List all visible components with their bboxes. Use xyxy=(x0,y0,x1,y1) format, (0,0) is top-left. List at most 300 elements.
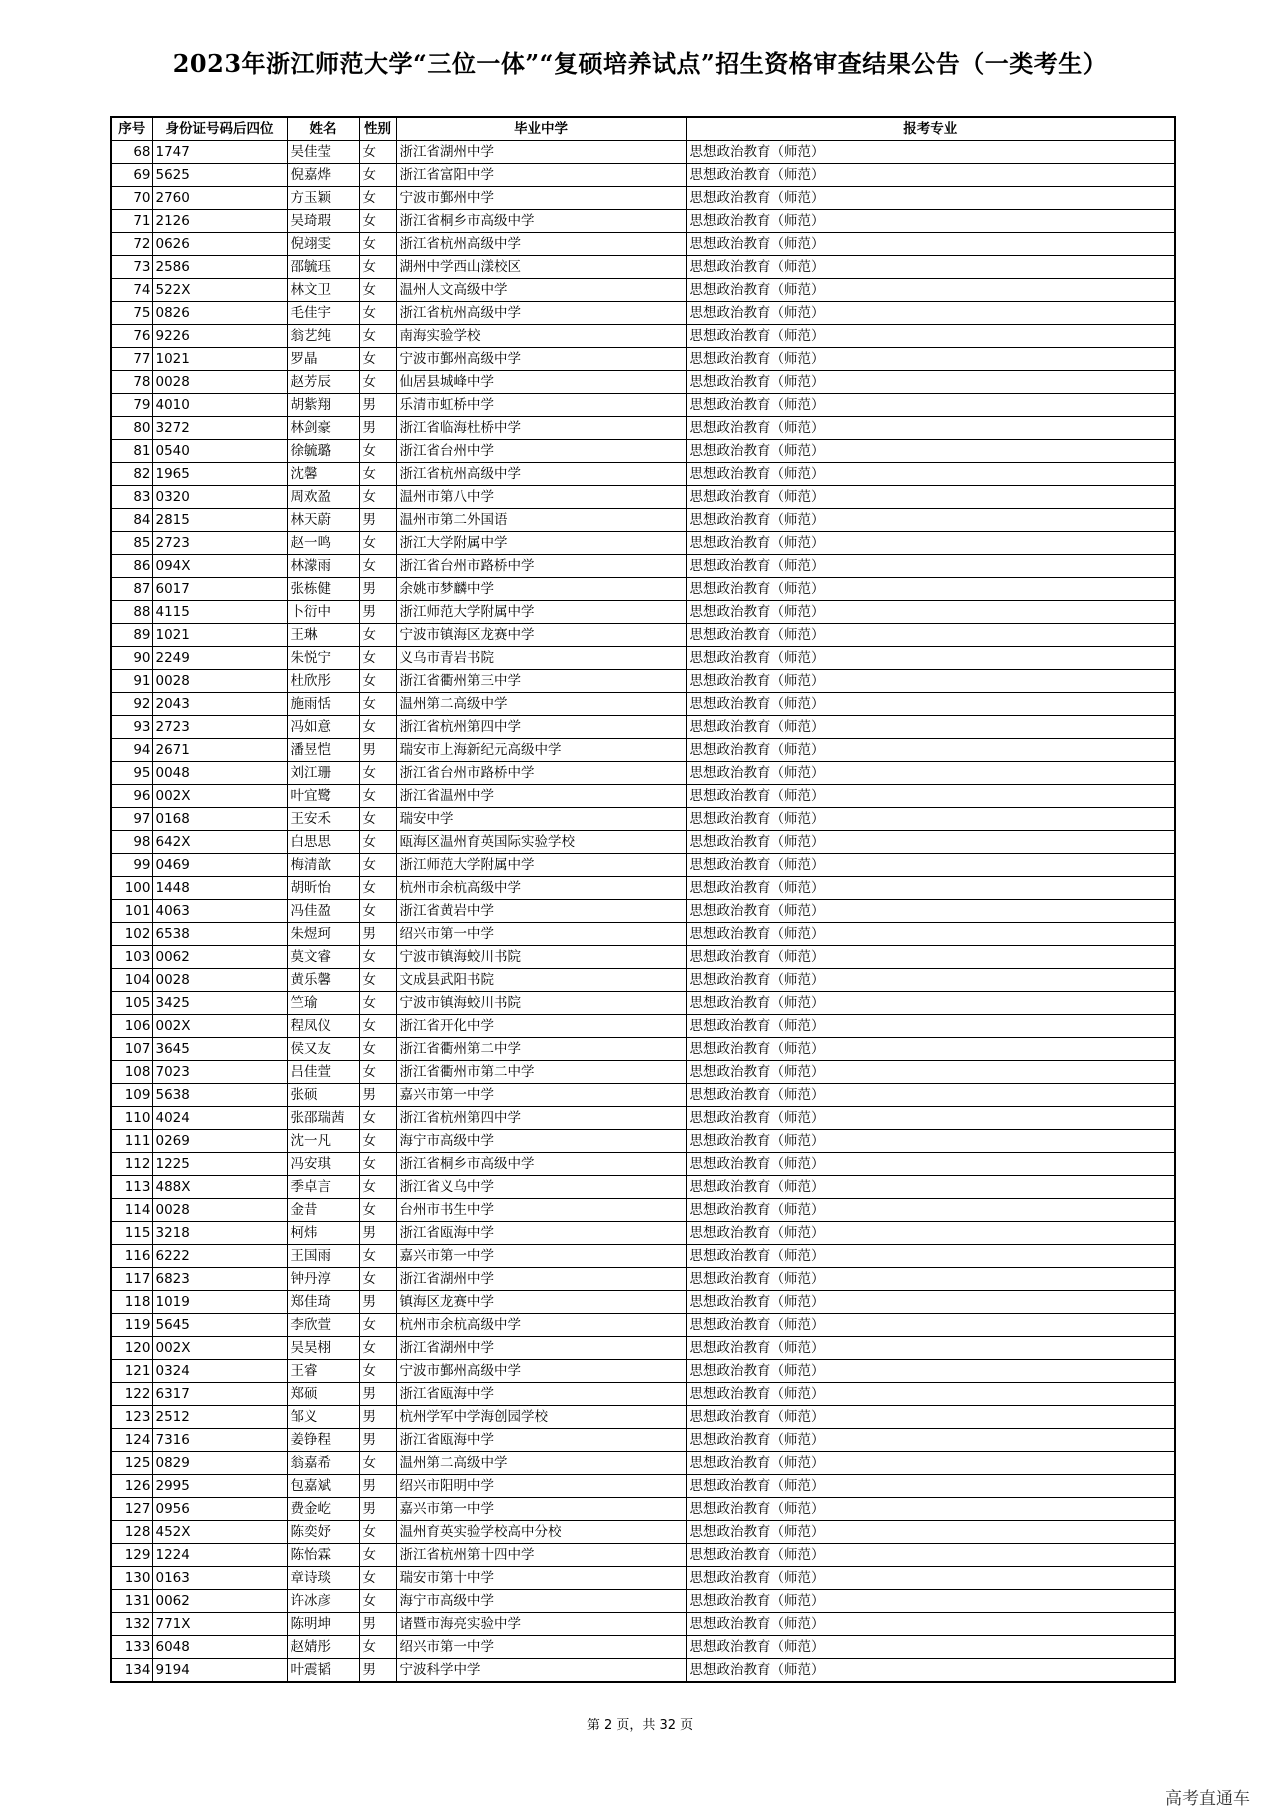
cell-seq: 125 xyxy=(111,1452,152,1475)
cell-seq: 80 xyxy=(111,417,152,440)
cell-seq: 90 xyxy=(111,647,152,670)
cell-id: 0062 xyxy=(152,946,287,969)
table-row xyxy=(111,1636,1175,1659)
table-row xyxy=(111,670,1175,693)
cell-major: 思想政治教育（师范） xyxy=(686,1544,1175,1567)
cell-gender: 女 xyxy=(359,532,396,555)
cell-major: 思想政治教育（师范） xyxy=(686,1015,1175,1038)
cell-major: 思想政治教育（师范） xyxy=(686,1130,1175,1153)
cell-name: 赵芳辰 xyxy=(287,371,359,394)
cell-gender: 男 xyxy=(359,1084,396,1107)
cell-school: 台州市书生中学 xyxy=(396,1199,686,1222)
cell-name: 柯炜 xyxy=(287,1222,359,1245)
cell-school: 余姚市梦麟中学 xyxy=(396,578,686,601)
cell-major: 思想政治教育（师范） xyxy=(686,1429,1175,1452)
cell-major: 思想政治教育（师范） xyxy=(686,739,1175,762)
cell-name: 章诗琰 xyxy=(287,1567,359,1590)
cell-school: 瑞安市第十中学 xyxy=(396,1567,686,1590)
cell-seq: 128 xyxy=(111,1521,152,1544)
table-row xyxy=(111,900,1175,923)
table-row xyxy=(111,1130,1175,1153)
cell-name: 赵婧彤 xyxy=(287,1636,359,1659)
cell-school: 浙江省瓯海中学 xyxy=(396,1222,686,1245)
cell-name: 卜衍中 xyxy=(287,601,359,624)
cell-id: 1448 xyxy=(152,877,287,900)
cell-major: 思想政治教育（师范） xyxy=(686,1176,1175,1199)
cell-id: 6222 xyxy=(152,1245,287,1268)
cell-school: 温州人文高级中学 xyxy=(396,279,686,302)
cell-school: 浙江省衢州第二中学 xyxy=(396,1038,686,1061)
cell-school: 浙江省临海杜桥中学 xyxy=(396,417,686,440)
cell-gender: 男 xyxy=(359,509,396,532)
table-row xyxy=(111,854,1175,877)
cell-major: 思想政治教育（师范） xyxy=(686,624,1175,647)
cell-seq: 114 xyxy=(111,1199,152,1222)
cell-seq: 120 xyxy=(111,1337,152,1360)
cell-school: 宁波市镇海蛟川书院 xyxy=(396,946,686,969)
cell-school: 绍兴市第一中学 xyxy=(396,1636,686,1659)
table-row xyxy=(111,647,1175,670)
cell-school: 浙江省杭州高级中学 xyxy=(396,233,686,256)
cell-name: 姜铮程 xyxy=(287,1429,359,1452)
cell-id: 6538 xyxy=(152,923,287,946)
cell-major: 思想政治教育（师范） xyxy=(686,877,1175,900)
cell-name: 潘昱恺 xyxy=(287,739,359,762)
table-row xyxy=(111,325,1175,348)
cell-id: 002X xyxy=(152,1015,287,1038)
table-row xyxy=(111,992,1175,1015)
cell-seq: 70 xyxy=(111,187,152,210)
cell-school: 杭州市余杭高级中学 xyxy=(396,877,686,900)
cell-id: 3645 xyxy=(152,1038,287,1061)
table-row xyxy=(111,578,1175,601)
cell-id: 0829 xyxy=(152,1452,287,1475)
cell-major: 思想政治教育（师范） xyxy=(686,233,1175,256)
cell-major: 思想政治教育（师范） xyxy=(686,670,1175,693)
cell-name: 倪嘉烨 xyxy=(287,164,359,187)
cell-id: 3425 xyxy=(152,992,287,1015)
table-row xyxy=(111,1383,1175,1406)
cell-name: 沈一凡 xyxy=(287,1130,359,1153)
table-row xyxy=(111,808,1175,831)
cell-gender: 男 xyxy=(359,394,396,417)
cell-major: 思想政治教育（师范） xyxy=(686,1659,1175,1683)
cell-gender: 女 xyxy=(359,1314,396,1337)
cell-name: 郑佳琦 xyxy=(287,1291,359,1314)
cell-gender: 女 xyxy=(359,900,396,923)
cell-name: 冯佳盈 xyxy=(287,900,359,923)
cell-school: 瓯海区温州育英国际实验学校 xyxy=(396,831,686,854)
cell-name: 倪翊雯 xyxy=(287,233,359,256)
cell-id: 2671 xyxy=(152,739,287,762)
cell-major: 思想政治教育（师范） xyxy=(686,1153,1175,1176)
cell-gender: 男 xyxy=(359,417,396,440)
cell-gender: 男 xyxy=(359,578,396,601)
cell-id: 2586 xyxy=(152,256,287,279)
cell-seq: 108 xyxy=(111,1061,152,1084)
cell-id: 5638 xyxy=(152,1084,287,1107)
cell-seq: 132 xyxy=(111,1613,152,1636)
cell-major: 思想政治教育（师范） xyxy=(686,1314,1175,1337)
cell-school: 诸暨市海亮实验中学 xyxy=(396,1613,686,1636)
cell-name: 叶宜鹭 xyxy=(287,785,359,808)
cell-name: 吴昊栩 xyxy=(287,1337,359,1360)
cell-school: 浙江省温州中学 xyxy=(396,785,686,808)
table-row xyxy=(111,463,1175,486)
cell-gender: 女 xyxy=(359,555,396,578)
table-row xyxy=(111,532,1175,555)
table-row xyxy=(111,877,1175,900)
cell-major: 思想政治教育（师范） xyxy=(686,164,1175,187)
results-table xyxy=(110,116,1176,1683)
cell-seq: 101 xyxy=(111,900,152,923)
cell-major: 思想政治教育（师范） xyxy=(686,1222,1175,1245)
cell-id: 2126 xyxy=(152,210,287,233)
cell-id: 9226 xyxy=(152,325,287,348)
cell-name: 邹义 xyxy=(287,1406,359,1429)
cell-seq: 94 xyxy=(111,739,152,762)
cell-id: 0028 xyxy=(152,1199,287,1222)
cell-school: 浙江省台州市路桥中学 xyxy=(396,555,686,578)
cell-seq: 133 xyxy=(111,1636,152,1659)
cell-major: 思想政治教育（师范） xyxy=(686,486,1175,509)
cell-major: 思想政治教育（师范） xyxy=(686,1383,1175,1406)
table-row xyxy=(111,1475,1175,1498)
cell-seq: 119 xyxy=(111,1314,152,1337)
cell-id: 0028 xyxy=(152,371,287,394)
cell-school: 浙江师范大学附属中学 xyxy=(396,601,686,624)
cell-gender: 女 xyxy=(359,762,396,785)
cell-school: 浙江省义乌中学 xyxy=(396,1176,686,1199)
table-row xyxy=(111,1268,1175,1291)
table-row xyxy=(111,1084,1175,1107)
cell-id: 0062 xyxy=(152,1590,287,1613)
cell-seq: 89 xyxy=(111,624,152,647)
cell-id: 094X xyxy=(152,555,287,578)
cell-seq: 100 xyxy=(111,877,152,900)
table-row xyxy=(111,256,1175,279)
cell-gender: 女 xyxy=(359,785,396,808)
table-row xyxy=(111,716,1175,739)
cell-id: 2815 xyxy=(152,509,287,532)
cell-seq: 93 xyxy=(111,716,152,739)
cell-id: 6048 xyxy=(152,1636,287,1659)
cell-name: 叶震韬 xyxy=(287,1659,359,1683)
cell-gender: 男 xyxy=(359,1613,396,1636)
header-name: 姓名 xyxy=(287,117,359,141)
cell-seq: 124 xyxy=(111,1429,152,1452)
cell-school: 乐清市虹桥中学 xyxy=(396,394,686,417)
table-row xyxy=(111,693,1175,716)
cell-school: 宁波市鄞州高级中学 xyxy=(396,1360,686,1383)
table-row xyxy=(111,1521,1175,1544)
cell-name: 陈怡霖 xyxy=(287,1544,359,1567)
cell-school: 浙江省开化中学 xyxy=(396,1015,686,1038)
cell-gender: 男 xyxy=(359,739,396,762)
cell-school: 绍兴市阳明中学 xyxy=(396,1475,686,1498)
cell-gender: 女 xyxy=(359,279,396,302)
cell-id: 3272 xyxy=(152,417,287,440)
cell-major: 思想政治教育（师范） xyxy=(686,348,1175,371)
cell-school: 浙江省湖州中学 xyxy=(396,1268,686,1291)
table-body xyxy=(111,141,1175,1683)
cell-name: 王琳 xyxy=(287,624,359,647)
cell-name: 吕佳萱 xyxy=(287,1061,359,1084)
cell-seq: 69 xyxy=(111,164,152,187)
cell-major: 思想政治教育（师范） xyxy=(686,946,1175,969)
cell-seq: 77 xyxy=(111,348,152,371)
cell-name: 许冰彦 xyxy=(287,1590,359,1613)
table-row xyxy=(111,1291,1175,1314)
cell-major: 思想政治教育（师范） xyxy=(686,394,1175,417)
table-header-row xyxy=(111,117,1175,141)
cell-name: 包嘉斌 xyxy=(287,1475,359,1498)
cell-id: 9194 xyxy=(152,1659,287,1683)
cell-id: 452X xyxy=(152,1521,287,1544)
cell-gender: 女 xyxy=(359,1176,396,1199)
cell-seq: 83 xyxy=(111,486,152,509)
cell-id: 0320 xyxy=(152,486,287,509)
cell-gender: 女 xyxy=(359,1153,396,1176)
cell-school: 浙江省湖州中学 xyxy=(396,1337,686,1360)
cell-school: 嘉兴市第一中学 xyxy=(396,1084,686,1107)
cell-school: 浙江省富阳中学 xyxy=(396,164,686,187)
cell-major: 思想政治教育（师范） xyxy=(686,808,1175,831)
cell-major: 思想政治教育（师范） xyxy=(686,969,1175,992)
cell-seq: 109 xyxy=(111,1084,152,1107)
cell-school: 宁波市鄞州高级中学 xyxy=(396,348,686,371)
cell-school: 浙江省台州市路桥中学 xyxy=(396,762,686,785)
cell-school: 瑞安市上海新纪元高级中学 xyxy=(396,739,686,762)
cell-major: 思想政治教育（师范） xyxy=(686,1636,1175,1659)
cell-gender: 女 xyxy=(359,210,396,233)
cell-id: 4024 xyxy=(152,1107,287,1130)
cell-gender: 女 xyxy=(359,716,396,739)
cell-name: 林文卫 xyxy=(287,279,359,302)
header-major: 报考专业 xyxy=(686,117,1175,141)
cell-seq: 81 xyxy=(111,440,152,463)
cell-major: 思想政治教育（师范） xyxy=(686,279,1175,302)
cell-school: 温州育英实验学校高中分校 xyxy=(396,1521,686,1544)
cell-id: 1021 xyxy=(152,624,287,647)
cell-id: 0163 xyxy=(152,1567,287,1590)
cell-seq: 122 xyxy=(111,1383,152,1406)
cell-school: 浙江省瓯海中学 xyxy=(396,1383,686,1406)
cell-id: 1747 xyxy=(152,141,287,164)
cell-major: 思想政治教育（师范） xyxy=(686,1521,1175,1544)
cell-gender: 女 xyxy=(359,187,396,210)
cell-gender: 女 xyxy=(359,233,396,256)
cell-school: 浙江省杭州第十四中学 xyxy=(396,1544,686,1567)
cell-name: 梅清歆 xyxy=(287,854,359,877)
cell-gender: 女 xyxy=(359,1521,396,1544)
cell-id: 6823 xyxy=(152,1268,287,1291)
cell-seq: 131 xyxy=(111,1590,152,1613)
table-row xyxy=(111,946,1175,969)
cell-major: 思想政治教育（师范） xyxy=(686,256,1175,279)
cell-seq: 103 xyxy=(111,946,152,969)
cell-school: 浙江省台州中学 xyxy=(396,440,686,463)
cell-gender: 女 xyxy=(359,1015,396,1038)
table-row xyxy=(111,1429,1175,1452)
cell-gender: 女 xyxy=(359,1061,396,1084)
cell-major: 思想政治教育（师范） xyxy=(686,716,1175,739)
cell-school: 文成县武阳书院 xyxy=(396,969,686,992)
cell-seq: 96 xyxy=(111,785,152,808)
cell-id: 0540 xyxy=(152,440,287,463)
cell-school: 杭州市余杭高级中学 xyxy=(396,1314,686,1337)
cell-gender: 女 xyxy=(359,1107,396,1130)
table-row xyxy=(111,1176,1175,1199)
cell-school: 杭州学军中学海创园学校 xyxy=(396,1406,686,1429)
cell-gender: 男 xyxy=(359,1498,396,1521)
cell-id: 4063 xyxy=(152,900,287,923)
cell-gender: 女 xyxy=(359,831,396,854)
cell-major: 思想政治教育（师范） xyxy=(686,1107,1175,1130)
table-row xyxy=(111,1544,1175,1567)
cell-seq: 92 xyxy=(111,693,152,716)
cell-major: 思想政治教育（师范） xyxy=(686,1084,1175,1107)
cell-seq: 75 xyxy=(111,302,152,325)
cell-gender: 女 xyxy=(359,325,396,348)
cell-gender: 女 xyxy=(359,992,396,1015)
cell-name: 周欢盈 xyxy=(287,486,359,509)
table-row xyxy=(111,233,1175,256)
cell-gender: 男 xyxy=(359,923,396,946)
table-row xyxy=(111,831,1175,854)
cell-name: 陈明坤 xyxy=(287,1613,359,1636)
cell-seq: 76 xyxy=(111,325,152,348)
cell-gender: 女 xyxy=(359,1567,396,1590)
cell-id: 002X xyxy=(152,785,287,808)
cell-name: 白思思 xyxy=(287,831,359,854)
cell-school: 浙江省杭州高级中学 xyxy=(396,302,686,325)
cell-gender: 男 xyxy=(359,1291,396,1314)
cell-school: 浙江省桐乡市高级中学 xyxy=(396,1153,686,1176)
cell-id: 2723 xyxy=(152,532,287,555)
cell-seq: 72 xyxy=(111,233,152,256)
cell-id: 0269 xyxy=(152,1130,287,1153)
cell-seq: 79 xyxy=(111,394,152,417)
cell-major: 思想政治教育（师范） xyxy=(686,210,1175,233)
cell-school: 浙江大学附属中学 xyxy=(396,532,686,555)
cell-gender: 女 xyxy=(359,463,396,486)
cell-seq: 115 xyxy=(111,1222,152,1245)
cell-name: 张邵瑞茜 xyxy=(287,1107,359,1130)
table-row xyxy=(111,348,1175,371)
cell-gender: 女 xyxy=(359,1544,396,1567)
cell-id: 0469 xyxy=(152,854,287,877)
cell-name: 翁艺纯 xyxy=(287,325,359,348)
cell-id: 5645 xyxy=(152,1314,287,1337)
cell-id: 1224 xyxy=(152,1544,287,1567)
cell-gender: 女 xyxy=(359,1130,396,1153)
table-row xyxy=(111,739,1175,762)
cell-school: 嘉兴市第一中学 xyxy=(396,1498,686,1521)
cell-seq: 95 xyxy=(111,762,152,785)
table-row xyxy=(111,394,1175,417)
header-school: 毕业中学 xyxy=(396,117,686,141)
table-row xyxy=(111,1337,1175,1360)
cell-gender: 女 xyxy=(359,486,396,509)
cell-gender: 女 xyxy=(359,854,396,877)
cell-name: 竺瑜 xyxy=(287,992,359,1015)
table-row xyxy=(111,923,1175,946)
cell-gender: 男 xyxy=(359,1475,396,1498)
table-row xyxy=(111,1452,1175,1475)
cell-major: 思想政治教育（师范） xyxy=(686,1406,1175,1429)
cell-id: 6317 xyxy=(152,1383,287,1406)
cell-school: 浙江师范大学附属中学 xyxy=(396,854,686,877)
cell-school: 宁波市镇海区龙赛中学 xyxy=(396,624,686,647)
cell-name: 费金屹 xyxy=(287,1498,359,1521)
cell-school: 绍兴市第一中学 xyxy=(396,923,686,946)
cell-gender: 女 xyxy=(359,1452,396,1475)
page-number: 第 2 页，共 32 页 xyxy=(586,1718,694,1733)
cell-id: 0048 xyxy=(152,762,287,785)
cell-major: 思想政治教育（师范） xyxy=(686,785,1175,808)
table-row xyxy=(111,601,1175,624)
cell-major: 思想政治教育（师范） xyxy=(686,532,1175,555)
cell-school: 浙江省杭州高级中学 xyxy=(396,463,686,486)
cell-gender: 女 xyxy=(359,1590,396,1613)
cell-name: 胡紫翔 xyxy=(287,394,359,417)
cell-seq: 82 xyxy=(111,463,152,486)
cell-gender: 女 xyxy=(359,1199,396,1222)
cell-school: 温州第二高级中学 xyxy=(396,1452,686,1475)
cell-school: 浙江省杭州第四中学 xyxy=(396,1107,686,1130)
cell-id: 2995 xyxy=(152,1475,287,1498)
cell-id: 1021 xyxy=(152,348,287,371)
cell-school: 浙江省湖州中学 xyxy=(396,141,686,164)
cell-name: 毛佳宇 xyxy=(287,302,359,325)
table-row xyxy=(111,1061,1175,1084)
cell-id: 0826 xyxy=(152,302,287,325)
cell-name: 林天蔚 xyxy=(287,509,359,532)
cell-gender: 女 xyxy=(359,1337,396,1360)
cell-major: 思想政治教育（师范） xyxy=(686,647,1175,670)
cell-major: 思想政治教育（师范） xyxy=(686,992,1175,1015)
cell-school: 温州市第八中学 xyxy=(396,486,686,509)
cell-name: 陈奕妤 xyxy=(287,1521,359,1544)
cell-school: 嘉兴市第一中学 xyxy=(396,1245,686,1268)
table-row xyxy=(111,1015,1175,1038)
cell-name: 李欣萱 xyxy=(287,1314,359,1337)
cell-seq: 113 xyxy=(111,1176,152,1199)
cell-school: 湖州中学西山漾校区 xyxy=(396,256,686,279)
cell-school: 浙江省黄岩中学 xyxy=(396,900,686,923)
cell-major: 思想政治教育（师范） xyxy=(686,1061,1175,1084)
cell-id: 522X xyxy=(152,279,287,302)
cell-seq: 74 xyxy=(111,279,152,302)
cell-seq: 117 xyxy=(111,1268,152,1291)
cell-seq: 134 xyxy=(111,1659,152,1683)
cell-major: 思想政治教育（师范） xyxy=(686,509,1175,532)
cell-major: 思想政治教育（师范） xyxy=(686,831,1175,854)
cell-name: 刘江珊 xyxy=(287,762,359,785)
cell-gender: 女 xyxy=(359,647,396,670)
cell-school: 宁波市鄞州中学 xyxy=(396,187,686,210)
cell-name: 金昔 xyxy=(287,1199,359,1222)
cell-school: 浙江省杭州第四中学 xyxy=(396,716,686,739)
cell-gender: 女 xyxy=(359,808,396,831)
cell-gender: 男 xyxy=(359,1383,396,1406)
cell-gender: 女 xyxy=(359,440,396,463)
cell-gender: 女 xyxy=(359,969,396,992)
cell-major: 思想政治教育（师范） xyxy=(686,1360,1175,1383)
cell-id: 4010 xyxy=(152,394,287,417)
cell-name: 冯如意 xyxy=(287,716,359,739)
